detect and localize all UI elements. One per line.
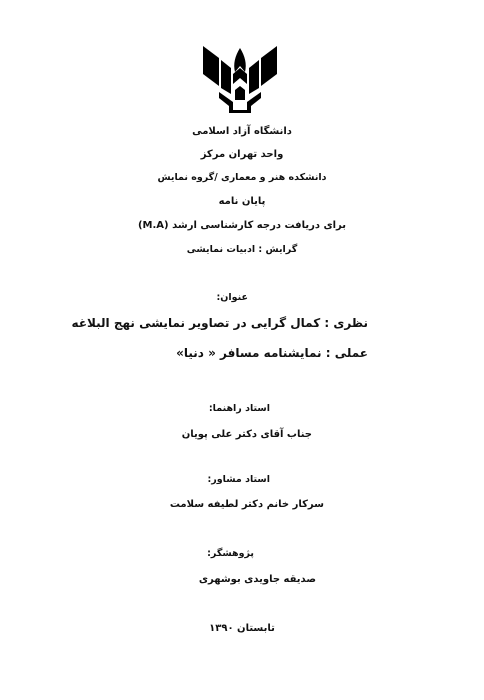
degree-line: برای دریافت درجه کارشناسی ارشد (M.A)	[137, 220, 347, 231]
supervisor-name: جناب آقای دکتر علی پویان	[181, 429, 312, 440]
university-logo-icon	[199, 44, 281, 114]
title-practice: عملی : نمایشنامه مسافر « دنیا»	[176, 346, 368, 360]
faculty-name: دانشکده هنر و معماری /گروه نمایش	[157, 172, 327, 183]
advisor-label: استاد مشاور:	[207, 474, 270, 485]
advisor-name: سرکار خانم دکتر لطیفه سلامت	[169, 499, 324, 510]
researcher-label: پژوهشگر:	[207, 548, 254, 559]
supervisor-label: استاد راهنما:	[208, 403, 270, 414]
thesis-type: پایان نامه	[218, 196, 266, 207]
branch-name: واحد تهران مرکز	[200, 149, 284, 160]
researcher-name: صدیقه جاویدی بوشهری	[198, 574, 316, 585]
university-name: دانشگاه آزاد اسلامی	[192, 126, 292, 137]
title-theory: نظری : کمال گرایی در تصاویر نمایشی نهج البلاغه	[71, 316, 368, 330]
major-line: گرایش : ادبیات نمایشی	[186, 244, 298, 255]
title-label: عنوان:	[216, 292, 248, 303]
date-line: تابستان ۱۳۹۰	[209, 623, 275, 634]
